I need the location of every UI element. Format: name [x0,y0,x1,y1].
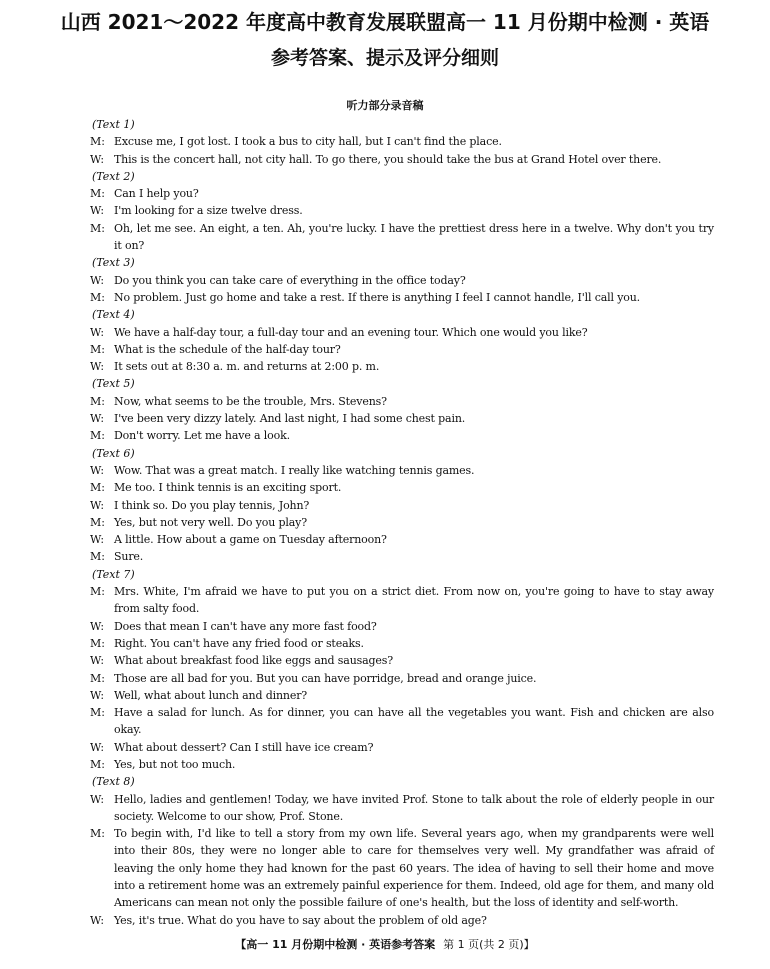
speaker-label: M: [90,671,105,685]
text-label: (Text 6) [92,446,135,460]
speaker-label: M: [90,342,105,356]
speaker-label: W: [90,360,105,374]
dialogue-line [90,220,714,255]
speaker-label: W: [90,204,105,218]
transcript [90,116,714,929]
dialogue-text: Does that mean I can't have any more fast food? [114,619,377,633]
page-subtitle: 参考答案、提示及评分细则 [270,47,499,69]
dialogue-text: Can I help you? [114,187,199,201]
speaker-label: M: [90,135,105,149]
speaker-label: W: [90,688,105,702]
dialogue-text: This is the concert hall, not city hall. To go there, you should take the bus at Grand Hotel over there. [114,152,662,166]
dialogue-line [90,427,714,444]
dialogue-text: Me too. I think tennis is an exciting sport. [114,481,342,495]
dialogue-text: Now, what seems to be the trouble, Mrs. Stevens? [114,394,387,408]
speaker-label: M: [90,550,105,564]
dialogue-text: What about dessert? Can I still have ice cream? [114,740,374,754]
speaker-label: W: [90,913,105,927]
text-label: (Text 5) [92,377,135,391]
speaker-label: M: [90,394,105,408]
speaker-label: M: [90,429,105,443]
text-label: (Text 8) [92,775,135,789]
dialogue-line [90,670,714,687]
dialogue-text: Well, what about lunch and dinner? [114,688,308,702]
speaker-label: W: [90,463,105,477]
speaker-label: W: [90,654,105,668]
dialogue-line [90,410,714,427]
dialogue-line [90,652,714,669]
dialogue-text: What is the schedule of the half-day tour? [114,342,341,356]
speaker-label: W: [90,740,105,754]
dialogue-text: What about breakfast food like eggs and sausages? [114,654,394,668]
dialogue-line [90,635,714,652]
dialogue-line [90,133,714,150]
text-label: (Text 4) [92,308,135,322]
dialogue-text: We have a half-day tour, a full-day tour and an evening tour. Which one would you like? [114,325,588,339]
speaker-label: M: [90,585,105,599]
dialogue-line [90,704,714,739]
dialogue-text: I've been very dizzy lately. And last night, I had some chest pain. [114,412,466,426]
dialogue-text: Don't worry. Let me have a look. [114,429,290,443]
dialogue-line [90,756,714,773]
dialogue-line [90,548,714,565]
dialogue-line [90,479,714,496]
dialogue-line [90,393,714,410]
dialogue-line [90,289,714,306]
speaker-label: M: [90,757,105,771]
speaker-label: W: [90,619,105,633]
dialogue-text: Have a salad for lunch. As for dinner, you can have all the vegetables you want. Fish and chicken are also okay. [114,706,714,737]
dialogue-line [90,531,714,548]
dialogue-line [90,583,714,618]
dialogue-text: Mrs. White, I'm afraid we have to put you on a strict diet. From now on, you're going to have to stay away from salty food. [114,585,714,616]
dialogue-text: No problem. Just go home and take a rest. If there is anything I feel I cannot handle, I'll call you. [114,290,641,304]
speaker-label: W: [90,412,105,426]
dialogue-text: Yes, but not too much. [114,757,236,771]
dialogue-line [90,462,714,479]
speaker-label: W: [90,533,105,547]
dialogue-line [90,687,714,704]
speaker-label: M: [90,827,105,841]
dialogue-line [90,202,714,219]
dialogue-line [90,739,714,756]
section-title: 听力部分录音稿 [346,99,424,112]
speaker-label: M: [90,636,105,650]
speaker-label: W: [90,325,105,339]
dialogue-text: It sets out at 8:30 a. m. and returns at 2:00 p. m. [114,360,380,374]
dialogue-line [90,514,714,531]
speaker-label: W: [90,498,105,512]
dialogue-text: Hello, ladies and gentlemen! Today, we have invited Prof. Stone to talk about the role of elderly people in our society. Welcome to our show, Prof. Stone. [114,792,714,823]
dialogue-text: Yes, but not very well. Do you play? [114,515,307,529]
speaker-label: M: [90,187,105,201]
dialogue-line [90,825,714,912]
dialogue-text: A little. How about a game on Tuesday afternoon? [114,533,387,547]
dialogue-text: Sure. [114,550,144,564]
page-footer [0,937,770,953]
dialogue-text: Those are all bad for you. But you can have porridge, bread and orange juice. [114,671,537,685]
speaker-label: M: [90,706,105,720]
dialogue-text: Wow. That was a great match. I really like watching tennis games. [114,463,475,477]
speaker-label: M: [90,515,105,529]
text-label: (Text 3) [92,256,135,270]
dialogue-line [90,791,714,826]
dialogue-text: Right. You can't have any fried food or steaks. [114,636,364,650]
speaker-label: M: [90,481,105,495]
dialogue-line [90,358,714,375]
dialogue-line [90,618,714,635]
dialogue-line [90,324,714,341]
dialogue-text: Excuse me, I got lost. I took a bus to city hall, but I can't find the place. [114,135,502,149]
dialogue-text: Yes, it's true. What do you have to say about the problem of old age? [114,913,487,927]
dialogue-text: I'm looking for a size twelve dress. [114,204,303,218]
speaker-label: W: [90,152,105,166]
text-label: (Text 1) [92,118,135,131]
text-label: (Text 7) [92,567,135,581]
speaker-label: M: [90,290,105,304]
dialogue-line [90,272,714,289]
footer-page-number: 第 1 页(共 2 页)】 [443,938,535,951]
dialogue-text: I think so. Do you play tennis, John? [114,498,310,512]
page-title: 山西 2021～2022 年度高中教育发展联盟高一 11 月份期中检测 · 英语 [60,10,710,34]
speaker-label: M: [90,221,105,235]
speaker-label: W: [90,792,105,806]
dialogue-line [90,341,714,358]
dialogue-text: Do you think you can take care of everything in the office today? [114,273,466,287]
dialogue-line [90,151,714,168]
speaker-label: W: [90,273,105,287]
dialogue-line [90,497,714,514]
text-label: (Text 2) [92,169,135,183]
dialogue-line [90,912,714,929]
dialogue-text: To begin with, I'd like to tell a story from my own life. Several years ago, when my grandparents were well into their 80s, they were no longer able to care for themselves very well. My grandfather was afraid of leaving the only home they had known for the past 60 years. The idea of having to sell their home and move into a retirement home was an extremely painful experience for them. Indeed, old age for them, and many old Americans can mean not only the possible failure of one's health, but the loss of identity and self-worth. [114,827,714,910]
dialogue-text: Oh, let me see. An eight, a ten. Ah, you're lucky. I have the prettiest dress here in a twelve. Why don't you try it on? [114,221,714,253]
dialogue-line [90,185,714,202]
footer-text: 【高一 11 月份期中检测 · 英语参考答案 [235,938,436,951]
